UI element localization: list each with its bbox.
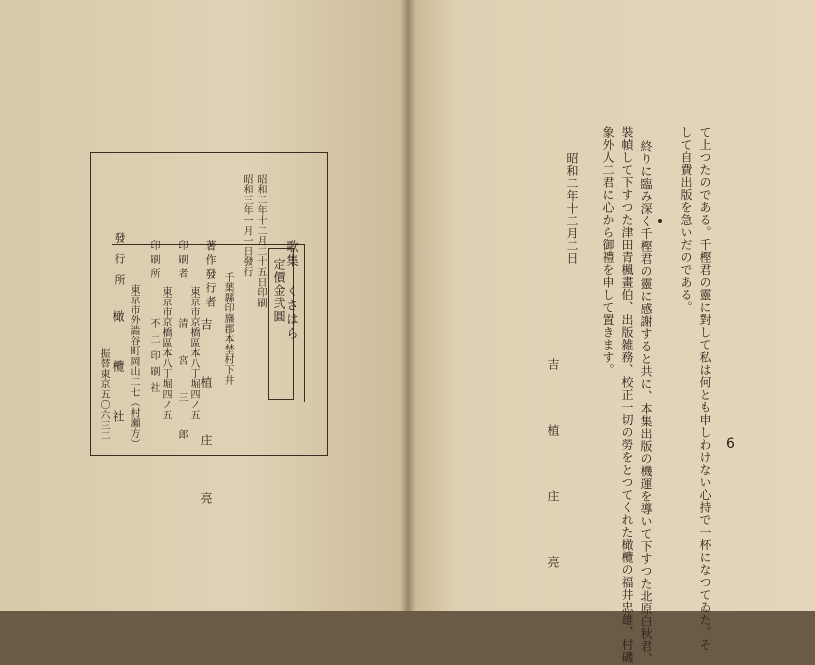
author-name: 吉 植 庄 亮: [199, 318, 213, 520]
afterword-line-5: 裝幀して下すつた津田青楓畫伯、出版雑務、校正一切の勞をとつてくれた橄欖の福井忠雄、村磯: [620, 126, 634, 664]
publisher-address: 東京市外澁谷町岡山二七（村瀬方）: [128, 284, 139, 449]
afterword-line-2: して自費出版を急いだのである。: [679, 126, 693, 314]
page-number: 6: [726, 436, 735, 452]
print-shop-name: 不二印刷社: [148, 318, 159, 398]
afterword-signature: 吉 植 庄 亮: [546, 358, 560, 588]
author-address: 千葉縣印旛郡本埜村下井: [222, 272, 233, 386]
publisher-name: 橄 欖 社: [111, 310, 125, 434]
printer-name: 清 宮 三 郎: [176, 318, 187, 447]
afterword-line-4: 終りに臨み深く千樫君の靈に感謝すると共に、本集出版の機運を導いて下すつた北原白秋君、: [639, 140, 653, 665]
print-shop-address: 東京市京橋區本八丁堀四ノ五: [160, 286, 171, 420]
colophon-title-rule: [304, 244, 305, 402]
author-label: 著作發行者: [204, 240, 217, 310]
printed-date: 昭和二年十二月二十五日印刷: [255, 174, 266, 308]
furikae-account: 振替東京五〇六三二: [98, 348, 109, 441]
section-dot: [658, 219, 662, 223]
book-gutter: [400, 0, 416, 611]
publisher-label: 發行所: [113, 232, 126, 295]
print-shop-label: 印刷所: [148, 240, 159, 282]
book-title: 歌集 くさはら: [284, 240, 300, 341]
issued-date: 昭和三年一月一日發行: [241, 174, 252, 277]
price: 定價金弐圓: [272, 258, 286, 323]
afterword-date: 昭和二年十二月二日: [565, 152, 579, 265]
printer-address: 東京市京橋區本八丁堀四ノ五: [188, 286, 199, 420]
afterword-line-6: 象外人二君に心から御禮を申して置きます。: [601, 126, 615, 376]
afterword-line-1: て上つたのである。千樫君の靈に對して私は何とも申しわけない心持で一杯になつてゐた。そ: [698, 126, 712, 651]
printer-label: 印刷者: [176, 240, 187, 282]
